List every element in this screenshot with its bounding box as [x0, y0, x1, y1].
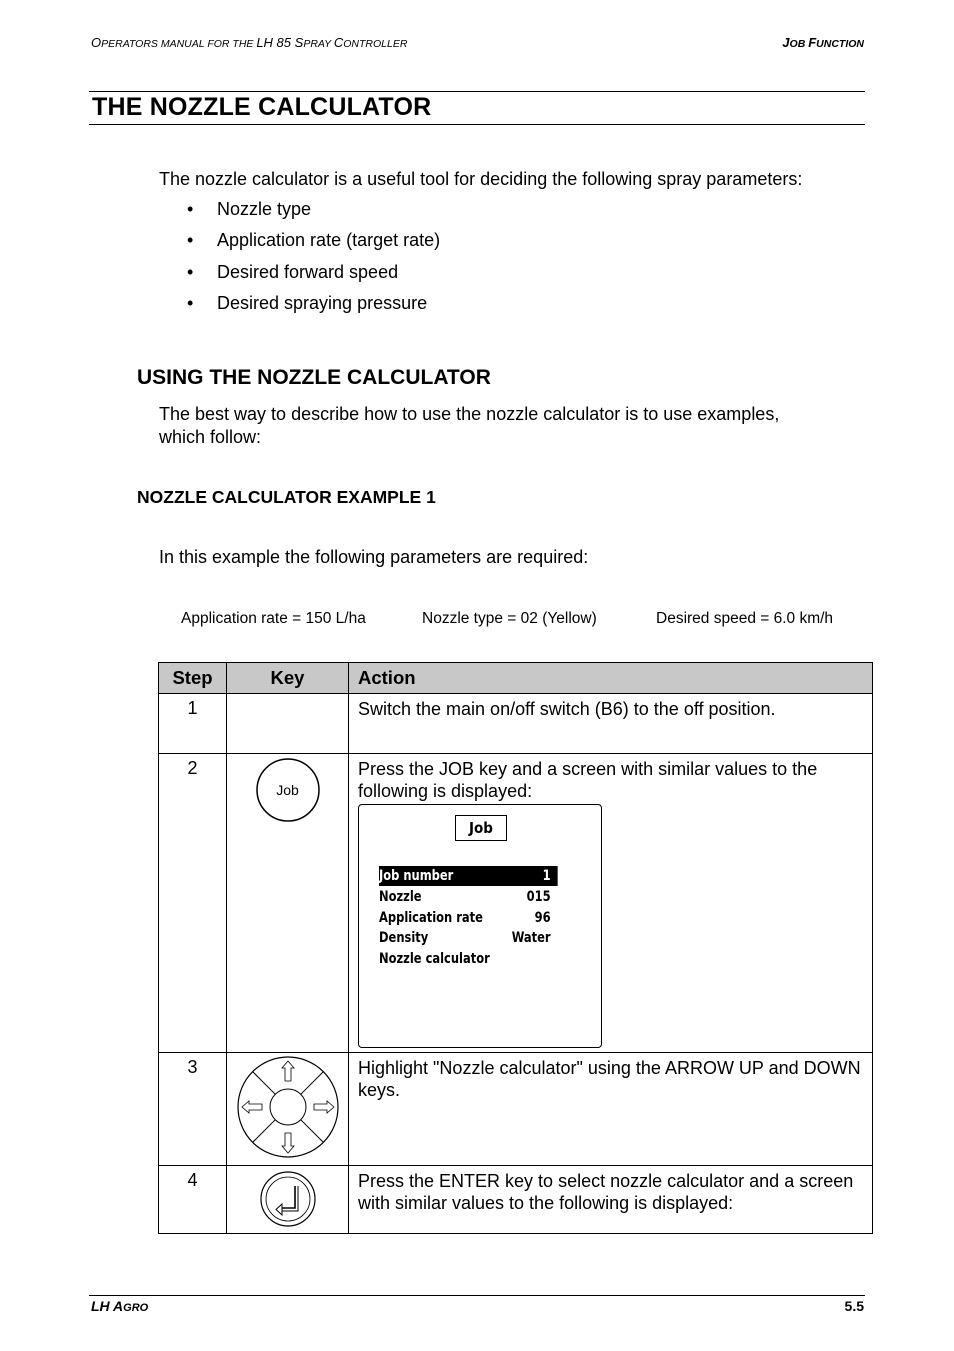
- lcd-screen: [358, 804, 602, 1048]
- intro-paragraph: The nozzle calculator is a useful tool for deciding the following spray parameters:: [159, 169, 803, 189]
- table-row: [159, 1053, 873, 1166]
- step-action: Press the JOB key and a screen with similar values to the following is displayed:: [358, 759, 818, 801]
- bullet-marker: •: [187, 262, 194, 282]
- header-text-part: F: [808, 35, 817, 50]
- table-row: [159, 1166, 873, 1234]
- title-bottom-rule: [89, 124, 865, 125]
- lcd-row-label: Application rate: [379, 910, 483, 926]
- step-action: Highlight "Nozzle calculator" using the ARROW UP and DOWN keys.: [358, 1058, 861, 1100]
- lcd-menu-row: [379, 928, 558, 948]
- title-top-rule: [89, 91, 865, 92]
- lcd-screen-title: Job: [455, 815, 507, 841]
- lcd-menu-row: [379, 908, 558, 928]
- bullet-marker: •: [187, 230, 194, 250]
- header-step: Step: [159, 663, 227, 694]
- footer-rule: [89, 1295, 865, 1296]
- lcd-menu-row: [379, 866, 558, 886]
- lcd-row-label: Job number: [379, 868, 454, 884]
- running-header-right: [782, 35, 864, 50]
- lcd-row-label: Density: [379, 930, 429, 946]
- example-heading: NOZZLE CALCULATOR EXAMPLE 1: [137, 487, 436, 507]
- param-desired-speed: Desired speed = 6.0 km/h: [656, 610, 834, 627]
- page-title: THE NOZZLE CALCULATOR: [92, 93, 432, 121]
- job-key-icon: [256, 758, 320, 822]
- steps-table: [158, 662, 873, 1234]
- lcd-menu-row: [379, 887, 558, 907]
- header-text-part: PERATORS MANUAL FOR THE: [101, 38, 257, 50]
- bullet-marker: •: [187, 199, 194, 219]
- header-text-part: LH 85 S: [256, 35, 304, 50]
- header-text-part: C: [333, 35, 344, 50]
- job-key-label: Job: [276, 782, 299, 798]
- header-action: Action: [349, 663, 873, 694]
- step-action: Switch the main on/off switch (B6) to the off position.: [358, 699, 776, 719]
- step-number: 4: [187, 1170, 198, 1190]
- header-text-part: OB: [789, 38, 809, 50]
- header-text-part: ONTROLLER: [343, 38, 408, 50]
- header-key: Key: [227, 663, 349, 694]
- bullet-item: Desired spraying pressure: [217, 293, 428, 313]
- step-action: Press the ENTER key to select nozzle calculator and a screen with similar values to the following is displayed:: [358, 1171, 854, 1213]
- running-header-left: [91, 35, 407, 50]
- table-header-row: [159, 663, 873, 694]
- table-row: [159, 694, 873, 754]
- section-text-line1: The best way to describe how to use the nozzle calculator is to use examples,: [159, 404, 780, 424]
- arrow-keypad-icon: [236, 1055, 340, 1159]
- header-text-part: LH A: [91, 1298, 124, 1314]
- step-number: 3: [187, 1057, 198, 1077]
- lcd-row-label: Nozzle: [379, 889, 422, 905]
- example-intro: In this example the following parameters are required:: [159, 547, 589, 567]
- table-row: [159, 754, 873, 1053]
- lcd-row-value: 96: [534, 910, 551, 926]
- footer-company: [91, 1298, 148, 1314]
- header-text-part: GRO: [123, 1302, 149, 1314]
- bullet-item: Desired forward speed: [217, 262, 399, 282]
- step-number: 1: [187, 698, 198, 718]
- bullet-marker: •: [187, 293, 194, 313]
- lcd-row-value: 015: [526, 889, 551, 905]
- lcd-row-value: Water: [511, 930, 551, 946]
- section-text-line2: which follow:: [159, 427, 262, 447]
- header-text-part: PRAY: [303, 38, 334, 50]
- lcd-menu-row: [379, 949, 558, 969]
- step-number: 2: [187, 758, 198, 778]
- param-application-rate: Application rate = 150 L/ha: [181, 610, 366, 627]
- header-text-part: J: [782, 35, 790, 50]
- page-number: 5.5: [844, 1298, 864, 1314]
- lcd-row-label: Nozzle calculator: [379, 951, 490, 967]
- header-text-part: UNCTION: [816, 38, 864, 50]
- bullet-item: Nozzle type: [217, 199, 312, 219]
- section-heading: USING THE NOZZLE CALCULATOR: [137, 366, 491, 389]
- header-text-part: O: [91, 35, 102, 50]
- lcd-row-value: 1: [542, 868, 551, 884]
- param-nozzle-type: Nozzle type = 02 (Yellow): [422, 610, 597, 627]
- enter-key-icon: [259, 1170, 317, 1228]
- bullet-item: Application rate (target rate): [217, 230, 441, 250]
